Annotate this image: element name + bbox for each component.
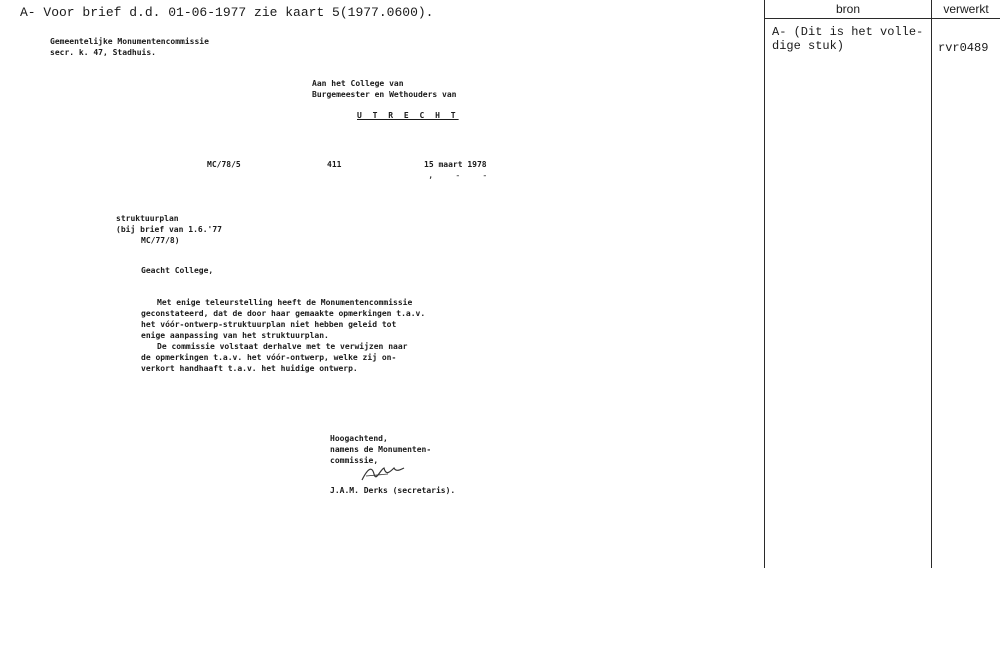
sender-line1: Gemeentelijke Monumentencommissie: [50, 37, 209, 46]
subject-line2: (bij brief van 1.6.'77: [116, 225, 222, 234]
header-rule: [764, 18, 1000, 19]
subject-line3: MC/77/8): [141, 236, 180, 245]
letter-date: 15 maart 1978: [424, 160, 487, 169]
column-divider-right: [931, 0, 932, 568]
body-line5: De commissie volstaat derhalve met te verwijzen naar: [157, 342, 408, 351]
closing-line1: Hoogachtend,: [330, 434, 388, 443]
verwerkt-code: rvr0489: [938, 41, 989, 55]
body-line2: geconstateerd, dat de door haar gemaakte opmerkingen t.a.v.: [141, 309, 426, 318]
bron-note-line2: dige stuk): [772, 39, 845, 53]
card-reference-line: A- Voor brief d.d. 01-06-1977 zie kaart 5(1977.0600).: [20, 5, 434, 20]
body-line6: de opmerkingen t.a.v. het vóór-ontwerp, welke zij on-: [141, 353, 397, 362]
addressee-line2: Burgemeester en Wethouders van: [312, 90, 457, 99]
salutation: Geacht College,: [141, 266, 214, 275]
letter-number: 411: [327, 160, 342, 169]
column-divider-left: [764, 0, 765, 568]
closing-line2: namens de Monumenten-: [330, 445, 432, 454]
body-line7: verkort handhaaft t.a.v. het huidige ontwerp.: [141, 364, 358, 373]
closing-line3: commissie,: [330, 456, 379, 465]
body-line3: het vóór-ontwerp-struktuurplan niet hebben geleid tot: [141, 320, 397, 329]
addressee-city: U T R E C H T: [357, 111, 459, 120]
bron-header: bron: [835, 2, 861, 16]
verwerkt-header: verwerkt: [943, 2, 989, 16]
addressee-line1: Aan het College van: [312, 79, 404, 88]
date-marks: , - -: [428, 171, 488, 181]
signatory: J.A.M. Derks (secretaris).: [330, 486, 456, 495]
letter-ref-code: MC/78/5: [207, 160, 241, 169]
signature-scribble: [358, 462, 406, 486]
body-line1: Met enige teleurstelling heeft de Monumentencommissie: [157, 298, 413, 307]
subject-line1: struktuurplan: [116, 214, 179, 223]
body-line4: enige aanpassing van het struktuurplan.: [141, 331, 329, 340]
bron-note-line1: A- (Dit is het volle-: [772, 25, 924, 39]
sender-line2: secr. k. 47, Stadhuis.: [50, 48, 156, 57]
